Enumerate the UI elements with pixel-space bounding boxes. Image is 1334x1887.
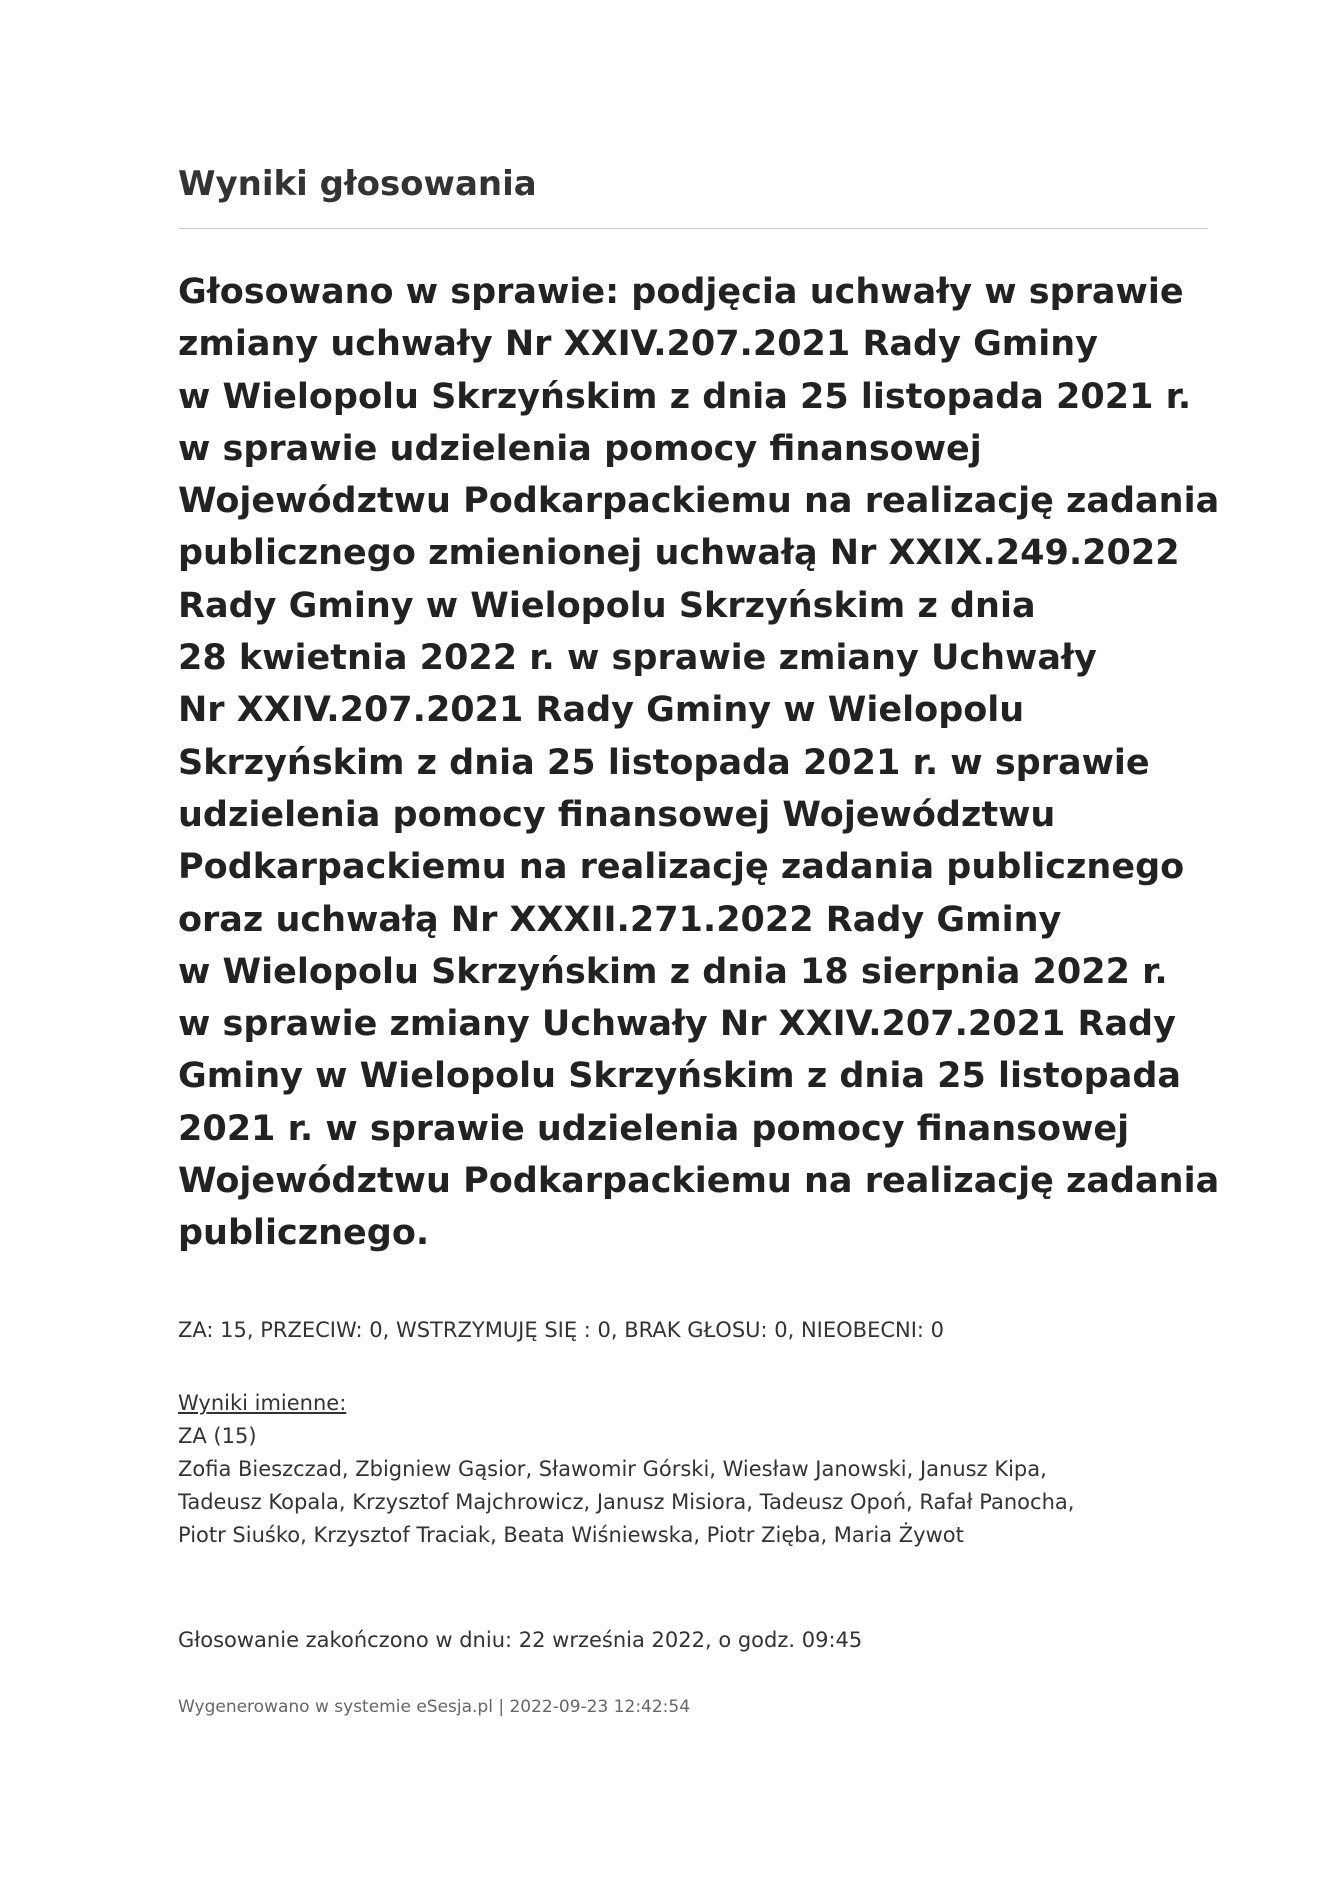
named-results bbox=[178, 1387, 1208, 1552]
vote-subject-line: w sprawie zmiany Uchwały Nr XXIV.207.2021 Rady bbox=[178, 1004, 1176, 1045]
vote-subject-line: w sprawie udzielenia pomocy finansowej bbox=[178, 428, 982, 469]
vote-subject-line: publicznego. bbox=[178, 1213, 430, 1254]
vote-subject-line: Skrzyńskim z dnia 25 listopada 2021 r. w sprawie bbox=[178, 742, 1150, 783]
vote-subject-line: 28 kwietnia 2022 r. w sprawie zmiany Uchwały bbox=[178, 638, 1097, 679]
page-title: Wyniki głosowania bbox=[178, 164, 537, 204]
vote-subject-line: Podkarpackiemu na realizację zadania publicznego bbox=[178, 847, 1185, 888]
vote-subject-line: w Wielopolu Skrzyńskim z dnia 18 sierpnia 2022 r. bbox=[178, 951, 1168, 992]
vote-subject-line: oraz uchwałą Nr XXXII.271.2022 Rady Gminy bbox=[178, 899, 1062, 940]
vote-subject-line: Gminy w Wielopolu Skrzyńskim z dnia 25 listopada bbox=[178, 1056, 1181, 1097]
named-results-names-line: Tadeusz Kopala, Krzysztof Majchrowicz, Janusz Misiora, Tadeusz Opoń, Rafał Panocha, bbox=[178, 1490, 1075, 1514]
vote-subject-line: Województwu Podkarpackiemu na realizację zadania bbox=[178, 1161, 1220, 1202]
named-results-names-line: Zofia Bieszczad, Zbigniew Gąsior, Sławomir Górski, Wiesław Janowski, Janusz Kipa, bbox=[178, 1457, 1047, 1481]
vote-subject-line: Rady Gminy w Wielopolu Skrzyńskim z dnia bbox=[178, 585, 1036, 626]
generated-footer: Wygenerowano w systemie eSesja.pl | 2022-09-23 12:42:54 bbox=[178, 1697, 691, 1717]
vote-subject-line: udzielenia pomocy finansowej Województwu bbox=[178, 794, 1056, 835]
vote-subject-line: w Wielopolu Skrzyńskim z dnia 25 listopada 2021 r. bbox=[178, 376, 1192, 417]
title-divider bbox=[178, 228, 1208, 229]
named-results-group-label: ZA (15) bbox=[178, 1424, 257, 1448]
vote-subject-line: Województwu Podkarpackiemu na realizację zadania bbox=[178, 481, 1220, 522]
vote-subject-line: Głosowano w sprawie: podjęcia uchwały w sprawie bbox=[178, 272, 1184, 312]
vote-subject-line: publicznego zmienionej uchwałą Nr XXIX.249.2022 bbox=[178, 533, 1180, 574]
vote-summary: ZA: 15, PRZECIW: 0, WSTRZYMUJĘ SIĘ : 0, BRAK GŁOSU: 0, NIEOBECNI: 0 bbox=[178, 1318, 945, 1342]
vote-subject-line: zmiany uchwały Nr XXIV.207.2021 Rady Gminy bbox=[178, 324, 1098, 365]
vote-subject-line: Nr XXIV.207.2021 Rady Gminy w Wielopolu bbox=[178, 690, 1025, 731]
named-results-names-line: Piotr Siuśko, Krzysztof Traciak, Beata Wiśniewska, Piotr Zięba, Maria Żywot bbox=[178, 1523, 964, 1547]
vote-closed-info: Głosowanie zakończono w dniu: 22 września 2022, o godz. 09:45 bbox=[178, 1628, 863, 1652]
named-results-heading: Wyniki imienne: bbox=[178, 1391, 347, 1415]
vote-subject bbox=[178, 266, 1220, 1260]
vote-subject-line: 2021 r. w sprawie udzielenia pomocy finansowej bbox=[178, 1108, 1130, 1149]
